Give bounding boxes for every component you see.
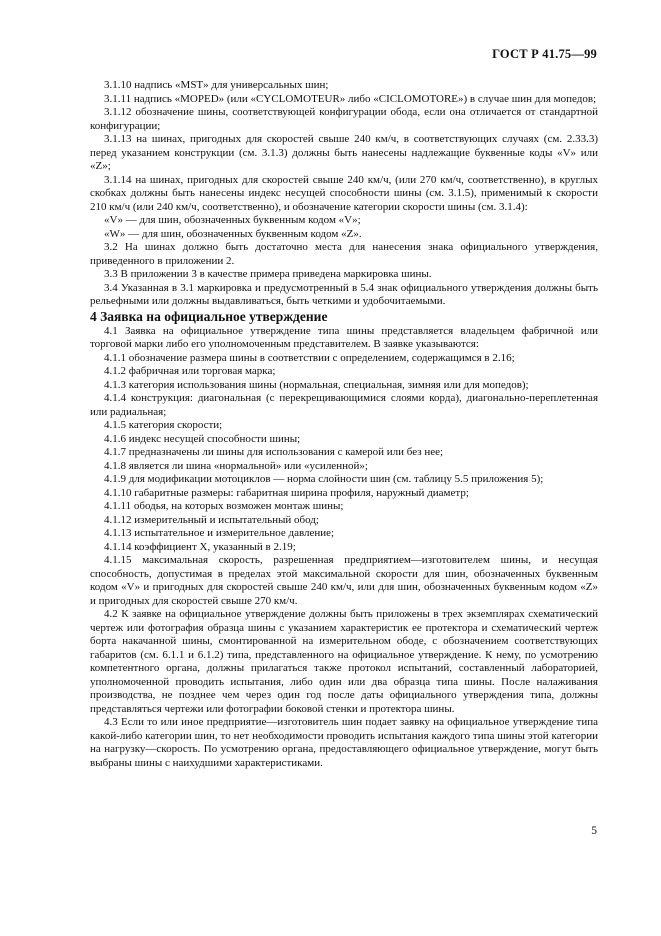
- paragraph-4-2: 4.2 К заявке на официальное утверждение должны быть приложены в трех экземплярах схематический чертеж или фотография образца шины с указанием характеристик ее протектора и схематический чертеж борта накачанной шины, смонтированной на измерительном ободе, с обозначением соответствующих габаритов (см. 6.1.1 и 6.1.2) типа, представленного на официальное утверждение. К нему, по усмотрению компетентного органа, должны прилагаться также протокол испытаний, составленный лабораторией, уполномоченной проводить испытания, либо один или два образца типа шины. После налаживания производства, не позднее чем через один год после даты официального утверждения типа, должны представляться чертежи или фотографии боковой стенки и протектора шины.: [90, 608, 598, 715]
- paragraph-4-1-1: 4.1.1 обозначение размера шины в соответствии с определением, содержащимся в 2.16;: [104, 351, 515, 364]
- paragraph-w-code: «W» — для шин, обозначенных буквенным кодом «Z».: [104, 227, 362, 240]
- paragraph-3-3: 3.3 В приложении 3 в качестве примера приведена маркировка шины.: [104, 268, 432, 280]
- paragraph-4-1-9: 4.1.9 для модификации мотоциклов — норма слойности шин (см. таблицу 5.5 приложения 5);: [104, 473, 544, 485]
- document-code-header: ГОСТ Р 41.75—99: [492, 47, 597, 61]
- paragraph-3-1-10: 3.1.10 надпись «MST» для универсальных шин;: [104, 79, 329, 91]
- paragraph-4-1-13: 4.1.13 испытательное и измерительное давление;: [104, 527, 335, 539]
- section-4-heading: 4 Заявка на официальное утверждение: [90, 308, 328, 324]
- paragraph-4-1-11: 4.1.11 ободья, на которых возможен монтаж шины;: [104, 500, 344, 512]
- paragraph-4-1-5: 4.1.5 категория скорости;: [104, 419, 223, 431]
- paragraph-4-1-2: 4.1.2 фабричная или торговая марка;: [104, 365, 276, 377]
- paragraph-3-1-14: 3.1.14 на шинах, пригодных для скоростей свыше 240 км/ч, (или 270 км/ч, соответственно), в круглых скобках должны быть нанесены индекс несущей способности шины (см. 3.1.5), применимый к скорости 210 км/ч (или 240 км/ч, соответственно), и обозначение категории скорости шины (см. 3.1.4):: [90, 173, 598, 213]
- paragraph-3-1-13: 3.1.13 на шинах, пригодных для скоростей свыше 240 км/ч, в соответствующих случаях (см. 2.33.3) перед указанием конструкции (см. 3.1.3) должны быть нанесены надлежащие буквенные коды «V» или «Z»;: [90, 133, 598, 172]
- paragraph-3-2: 3.2 На шинах должно быть достаточно места для нанесения знака официального утверждения, приведенного в приложении 2.: [90, 241, 598, 267]
- paragraph-4-1-6: 4.1.6 индекс несущей способности шины;: [104, 432, 301, 445]
- paragraph-4-1-8: 4.1.8 является ли шина «нормальной» или «усиленной»;: [104, 459, 368, 472]
- paragraph-4-1-12: 4.1.12 измерительный и испытательный обод;: [104, 513, 319, 526]
- paragraph-4-1-3: 4.1.3 категория использования шины (нормальная, специальная, зимняя или для мопедов);: [104, 378, 529, 391]
- paragraph-4-1-15: 4.1.15 максимальная скорость, разрешенная предприятием—изготовителем шины, и несущая способность, допустимая в пределах этой максимальной скорости для шин, обозначенных буквенным кодом «V» и пригодных для скоростей свыше 240 км/ч, или для шин, обозначенных буквенным кодом «Z» и пригодных для скоростей свыше 270 км/ч.: [90, 554, 598, 607]
- page-number: 5: [591, 825, 597, 837]
- section-4: [90, 325, 598, 771]
- paragraph-4-1: 4.1 Заявка на официальное утверждение типа шины представляется владельцем фабричной или торговой марки либо его уполномоченным представителем. В заявке указываются:: [90, 324, 598, 350]
- section-3-continued: [90, 79, 598, 309]
- paragraph-4-1-7: 4.1.7 предназначены ли шины для использования с камерой или без нее;: [104, 446, 444, 458]
- document-body: [90, 79, 598, 770]
- paragraph-3-1-11: 3.1.11 надпись «MOPED» (или «CYCLOMOTEUR» либо «CICLOMOTORE») в случае шин для мопедов;: [104, 92, 597, 105]
- paragraph-4-1-4: 4.1.4 конструкция: диагональная (с перекрещивающимися слоями корда), диагонально-переплетенная или радиальная;: [90, 392, 598, 418]
- paragraph-4-1-14: 4.1.14 коэффициент X, указанный в 2.19;: [104, 540, 296, 553]
- paragraph-3-4: 3.4 Указанная в 3.1 маркировка и предусмотренный в 5.4 знак официального утверждения должны быть рельефными или должны выдавливаться, быть четкими и удобочитаемыми.: [90, 281, 598, 307]
- paragraph-v-code: «V» — для шин, обозначенных буквенным кодом «V»;: [104, 214, 361, 226]
- paragraph-4-3: 4.3 Если то или иное предприятие—изготовитель шин подает заявку на официальное утверждение типа какой-либо категории шин, то нет необходимости проводить испытания каждого типа шины этой категории на нагрузку—скорость. По усмотрению органа, предоставляющего официальное утверждение, могут быть выбраны шины с наихудшими характеристиками.: [90, 716, 598, 769]
- paragraph-4-1-10: 4.1.10 габаритные размеры: габаритная ширина профиля, наружный диаметр;: [104, 486, 469, 499]
- paragraph-3-1-12: 3.1.12 обозначение шины, соответствующей конфигурации обода, если она отличается от стандартной конфигурации;: [90, 106, 598, 132]
